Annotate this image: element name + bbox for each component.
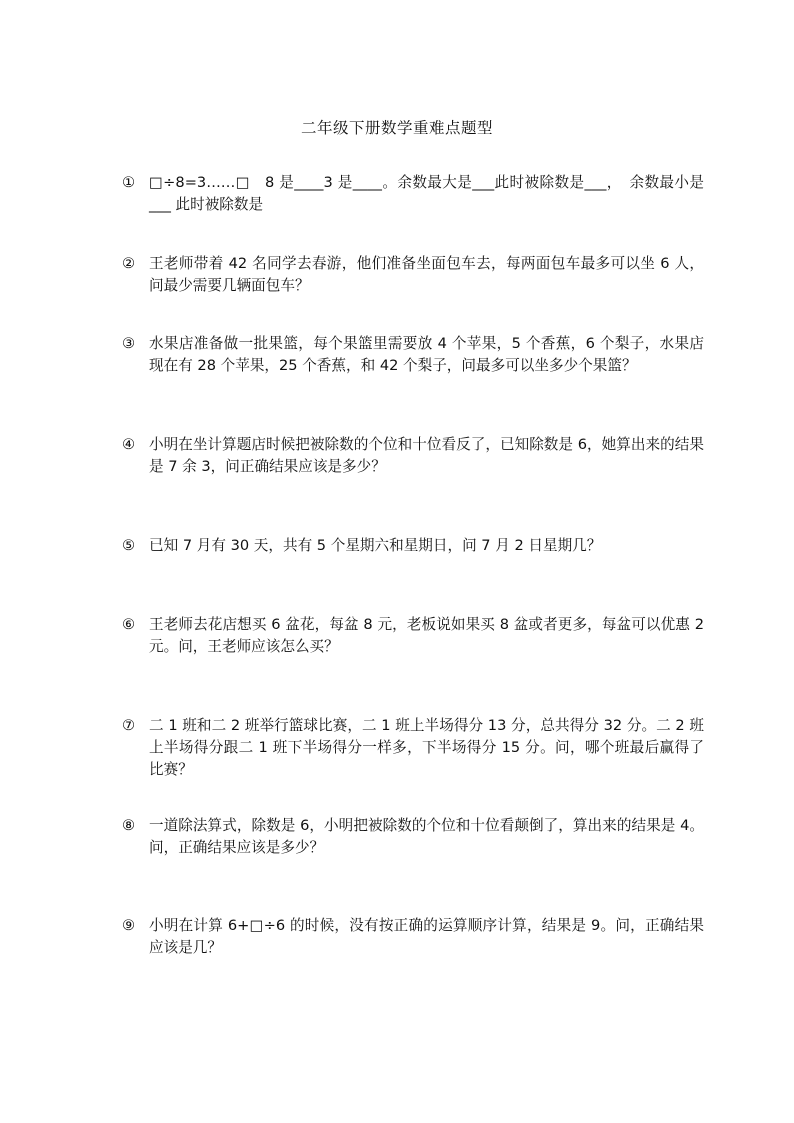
- question-text: 二 1 班和二 2 班举行篮球比赛，二 1 班上半场得分 13 分，总共得分 32 分。二 2 班上半场得分跟二 1 班下半场得分一样多，下半场得分 15 分。问，哪个班最后赢得了比赛？: [149, 717, 704, 778]
- question-text: 一道除法算式，除数是 6，小明把被除数的个位和十位看颠倒了，算出来的结果是 4。问，正确结果应该是多少？: [149, 817, 704, 856]
- question-text: 已知 7 月有 30 天，共有 5 个星期六和星期日，问 7 月 2 日星期几？: [149, 537, 602, 554]
- question-text: 小明在坐计算题店时候把被除数的个位和十位看反了，已知除数是 6，她算出来的结果是 7 余 3，问正确结果应该是多少？: [149, 436, 704, 475]
- question-8: [122, 815, 704, 859]
- question-text: 王老师去花店想买 6 盆花，每盆 8 元，老板说如果买 8 盆或者更多，每盆可以优惠 2 元。问，王老师应该怎么买？: [149, 616, 704, 655]
- question-4: [122, 434, 704, 478]
- question-5: [122, 535, 704, 557]
- question-9: [122, 915, 704, 959]
- question-text: □÷8=3……□ 8 是____3 是____。余数最大是___此时被除数是___， 余数最小是___ 此时被除数是: [149, 174, 704, 213]
- page-title: 二年级下册数学重难点题型: [300, 119, 493, 137]
- question-7: [122, 715, 704, 781]
- question-text: 王老师带着 42 名同学去春游，他们准备坐面包车去，每两面包车最多可以坐 6 人，问最少需要几辆面包车？: [149, 255, 704, 294]
- question-number: ⑦: [122, 717, 136, 734]
- question-number: ③: [122, 335, 136, 352]
- question-number: ⑤: [122, 537, 136, 554]
- question-number: ⑧: [122, 817, 136, 834]
- question-number: ⑨: [122, 917, 136, 934]
- question-text: 小明在计算 6+□÷6 的时候，没有按正确的运算顺序计算，结果是 9。问，正确结果应该是几？: [149, 917, 704, 956]
- question-number: ②: [122, 255, 136, 272]
- question-3: [122, 333, 704, 377]
- question-number: ⑥: [122, 616, 136, 633]
- question-1: [122, 172, 704, 216]
- question-6: [122, 614, 704, 658]
- question-2: [122, 253, 704, 297]
- question-text: 水果店准备做一批果篮，每个果篮里需要放 4 个苹果，5 个香蕉，6 个梨子，水果店现在有 28 个苹果，25 个香蕉，和 42 个梨子，问最多可以坐多少个果篮？: [149, 335, 704, 374]
- question-number: ④: [122, 436, 136, 453]
- question-number: ①: [122, 174, 136, 191]
